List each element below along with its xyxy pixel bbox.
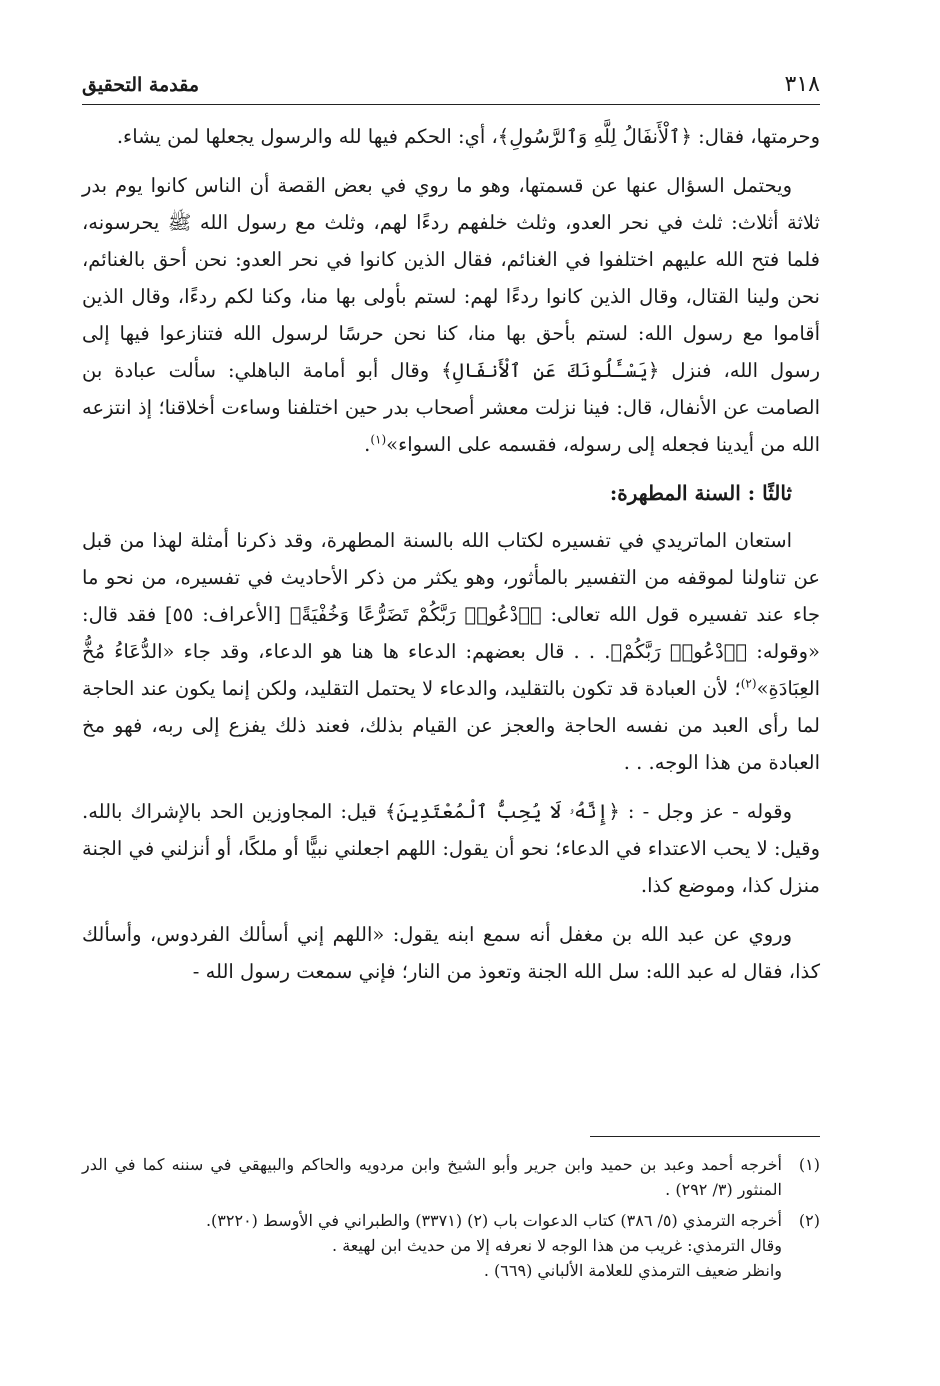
text-run: وقوله - عز وجل - : <box>619 800 793 823</box>
footnote-2 <box>82 1208 820 1283</box>
quran-verse: ﴿ٱلْأَنفَالُ لِلَّهِ وَٱلرَّسُولِ﴾ <box>497 125 692 148</box>
text-run: ويحتمل السؤال عنها عن قسمتها، وهو ما روي في بعض القصة أن الناس كانوا يوم بدر ثلاثة أثلاث: ثلث في نحر العدو، وثلث خلفهم ردءًا لهم، وثلث مع رسول الله ﷺ يحرسونه، فلما فتح الله عليهم اختلفوا في الغنائم، فقال الذين كانوا في نحر العدو: نحن أحق بالغنائم، نحن ولينا القتال، وقال الذين كانوا ردءًا لهم: لستم بأولى بها منا، وكنا لكم ردءًا، وقال الذين أقاموا مع رسول الله: لستم بأحق بها منا، كنا نحن حرسًا لرسول الله فتنازعوا فيها إلى رسول الله، فنزل <box>82 174 820 382</box>
footnote-number: (٢) <box>798 1211 820 1230</box>
running-head <box>82 64 820 105</box>
paragraph-2 <box>82 167 820 463</box>
paragraph-5: وروي عن عبد الله بن مغفل أنه سمع ابنه يقول: «اللهم إني أسألك الفردوس، وأسألك كذا، فقال له عبد الله: سل الله الجنة وتعوذ من النار؛ فإني سمعت رسول الله - <box>82 923 820 983</box>
footnote-line: وقال الترمذي: غريب من هذا الوجه لا نعرفه إلا من حديث ابن لهيعة . <box>332 1236 782 1255</box>
text-run: وقال أبو أمامة الباهلي: سألت عبادة بن الصامت عن الأنفال، قال: فينا نزلت معشر أصحاب بدر حين اختلفنا وساءت أخلاقنا؛ إذ انتزعه الله من أيدينا فجعله إلى رسوله، فقسمه على السواء» <box>82 359 820 456</box>
text-run: . <box>364 433 371 456</box>
footnote-line: أخرجه أحمد وعبد بن حميد وابن جرير وأبو الشيخ وابن مردويه والحاكم والبيهقي في سننه كما في الدر المنثور (٣/ ٢٩٢) . <box>82 1155 782 1199</box>
footnote-divider <box>590 1136 820 1137</box>
quran-verse: ﴿ٱدْعُوا۟ رَبَّكُمْ تَضَرُّعًا وَخُفْيَةً﴾ <box>289 603 542 626</box>
quran-verse: ﴿إِنَّهُۥ لَا يُحِبُّ ٱلْمُعْتَدِينَ﴾ <box>384 800 620 823</box>
footnote-ref-1[interactable]: (١) <box>370 432 387 447</box>
footnotes <box>82 1152 820 1289</box>
text-run: استعان الماتريدي في تفسيره لكتاب الله بالسنة المطهرة، وقد ذكرنا أمثلة لهذا من قبل عن تناولنا لموقفه من التفسير بالمأثور، وهو يكثر من ذكر الأحاديث في تفسيره، من نحو ما جاء عند تفسيره قول الله تعالى: <box>82 529 821 626</box>
text-run: ؛ لأن العبادة قد تكون بالتقليد، والدعاء لا يحتمل التقليد، ولكن إنما يكون عند الحاجة لما رأى العبد من نفسه الحاجة والعجز عن القيام بذلك، فعند ذلك يفزع إلى ربه، فهو مخ العبادة من هذا الوجه. . . <box>82 677 820 774</box>
quran-verse: ﴿ٱدْعُوا۟ رَبَّكُمْ﴾ <box>610 640 748 663</box>
footnote-body <box>82 1208 782 1283</box>
running-title: مقدمة التحقيق <box>82 74 199 96</box>
footnote-number: (١) <box>798 1155 820 1174</box>
text-run: قيل: المجاوزين الحد بالإشراك بالله. وقيل: لا يحب الاعتداء في الدعاء؛ نحو أن يقول: اللهم اجعلني نبيًّا أو ملكًا، أو أنزلني في الجنة منزل كذا، وموضع كذا. <box>82 800 820 897</box>
main-text <box>82 118 820 1002</box>
footnote-line: أخرجه الترمذي (٥/ ٣٨٦) كتاب الدعوات باب (٢) (٣٣٧١) والطبراني في الأوسط (٣٢٢٠). <box>205 1211 782 1230</box>
paragraph-1 <box>82 118 820 155</box>
text-run: ، أي: الحكم فيها لله والرسول يجعلها لمن يشاء. <box>116 125 498 148</box>
footnote-line: وانظر ضعيف الترمذي للعلامة الألباني (٦٦٩) . <box>483 1261 782 1280</box>
quran-verse: ﴿يَسْـَٔلُونَكَ عَنِ ٱلْأَنفَالِ﴾ <box>441 359 660 382</box>
text-run: [الأعراف: ٥٥] فقد قال: «وقوله: <box>82 603 820 663</box>
footnote-1 <box>82 1152 820 1202</box>
footnote-ref-2[interactable]: (٢) <box>740 676 757 691</box>
text-run: . . . قال بعضهم: الدعاء ها هنا هو الدعاء، وقد جاء «الدُّعَاءُ مُخُّ العِبَادَةِ» <box>82 640 820 700</box>
footnote-body <box>82 1152 782 1202</box>
text-run: وحرمتها، فقال: <box>691 125 820 148</box>
paragraph-3 <box>82 522 820 781</box>
page-number: ٣١٨ <box>784 72 820 97</box>
paragraph-4 <box>82 793 820 904</box>
section-heading: ثالثًا : السنة المطهرة: <box>609 481 792 505</box>
